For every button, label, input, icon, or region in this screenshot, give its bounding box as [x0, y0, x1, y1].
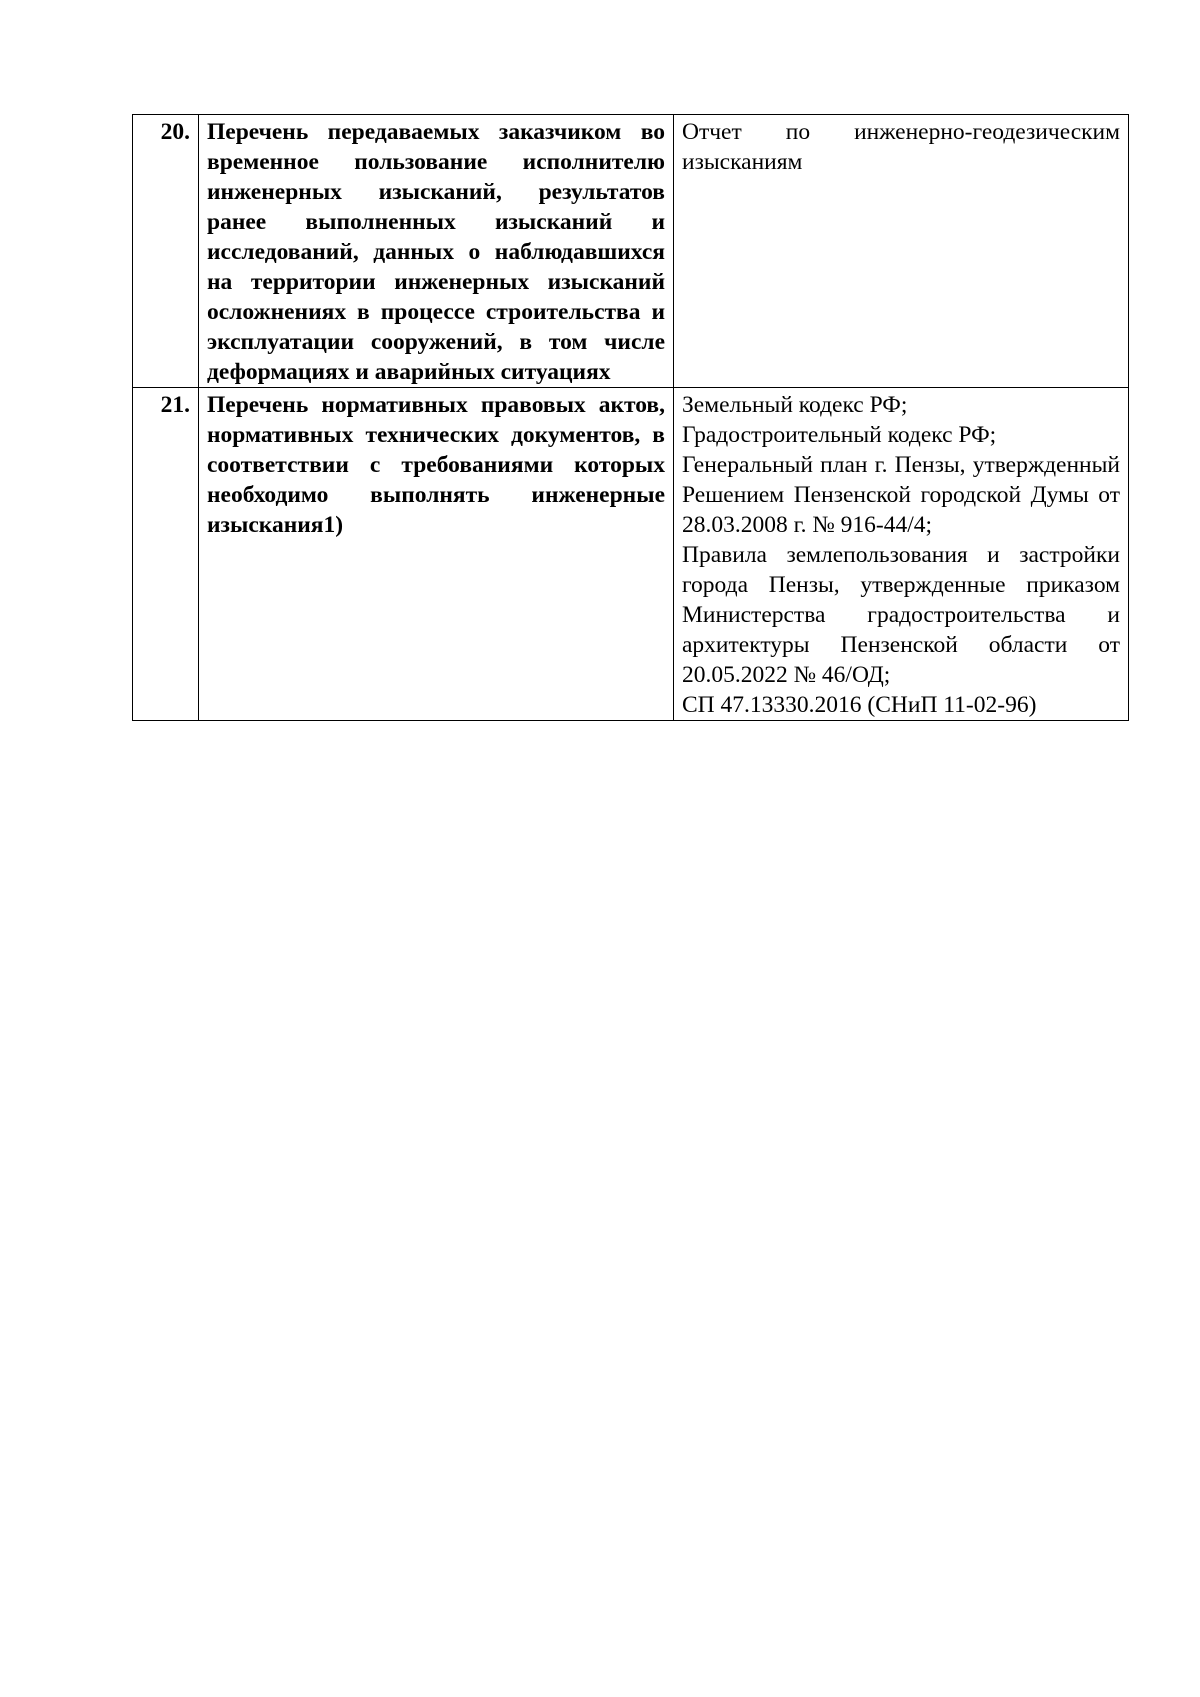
- table-row: [133, 115, 1129, 388]
- value-line: Градостроительный кодекс РФ;: [682, 422, 997, 448]
- requirements-table: [132, 114, 1129, 721]
- row-value: [674, 115, 1129, 388]
- row-number: 21.: [133, 388, 199, 721]
- value-line: Правила землепользования и застройки города Пензы, утвержденные приказом Министерства градостроительства и архитектуры Пензенской области от 20.05.2022 № 46/ОД;: [682, 542, 1120, 688]
- row-number: 20.: [133, 115, 199, 388]
- row-name: Перечень нормативных правовых актов, нормативных технических документов, в соответствии с требованиями которых необходимо выполнять инженерные изыскания1): [199, 388, 674, 721]
- value-line: Отчет по инженерно-геодезическим изысканиям: [682, 119, 1120, 175]
- value-line: Земельный кодекс РФ;: [682, 392, 908, 418]
- table-row: [133, 388, 1129, 721]
- value-line: Генеральный план г. Пензы, утвержденный Решением Пензенской городской Думы от 28.03.2008 г. № 916-44/4;: [682, 452, 1120, 538]
- value-line: СП 47.13330.2016 (СНиП 11-02-96): [682, 692, 1037, 718]
- row-value: [674, 388, 1129, 721]
- row-name: Перечень передаваемых заказчиком во временное пользование исполнителю инженерных изысканий, результатов ранее выполненных изысканий и исследований, данных о наблюдавшихся на территории инженерных изысканий осложнениях в процессе строительства и эксплуатации сооружений, в том числе деформациях и аварийных ситуациях: [199, 115, 674, 388]
